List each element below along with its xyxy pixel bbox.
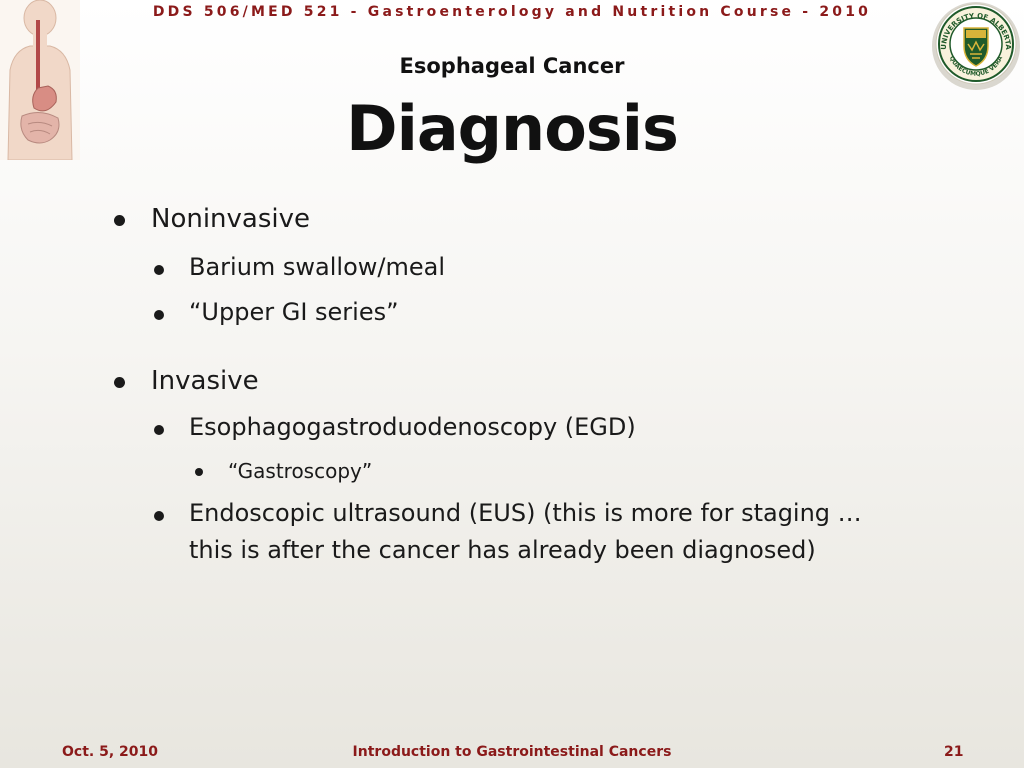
bullet-dot (114, 215, 125, 226)
bullet-eus-line2: this is after the cancer has already been diagnosed) (189, 536, 816, 564)
bullet-dot (154, 310, 164, 320)
logo-text-top: UNIVERSITY OF ALBERTA (939, 11, 1013, 50)
bullet-dot (154, 425, 164, 435)
footer-course-title: Introduction to Gastrointestinal Cancers (352, 744, 672, 760)
bullet-upper-gi: “Upper GI series” (189, 298, 399, 326)
bullet-dot (154, 511, 164, 521)
bullet-dot (114, 377, 125, 388)
slide-subtitle: Esophageal Cancer (399, 54, 625, 78)
bullet-invasive: Invasive (151, 366, 259, 396)
course-header: DDS 506/MED 521 - Gastroenterology and Nutrition Course - 2010 (152, 4, 872, 20)
logo-text-bottom: QUAECUMQUE VERA (947, 55, 1005, 78)
bullet-egd: Esophagogastroduodenoscopy (EGD) (189, 413, 636, 441)
bullet-dot (154, 265, 164, 275)
bullet-gastroscopy: “Gastroscopy” (228, 459, 373, 483)
page-number: 21 (944, 744, 964, 760)
bullet-dot (195, 468, 203, 476)
university-logo (928, 0, 1024, 96)
bullet-eus-line1: Endoscopic ultrasound (EUS) (this is more for staging … (189, 499, 862, 527)
bullet-barium: Barium swallow/meal (189, 253, 446, 281)
bullet-noninvasive: Noninvasive (151, 204, 311, 234)
slide-title: Diagnosis (346, 92, 678, 165)
footer-date: Oct. 5, 2010 (62, 744, 158, 760)
